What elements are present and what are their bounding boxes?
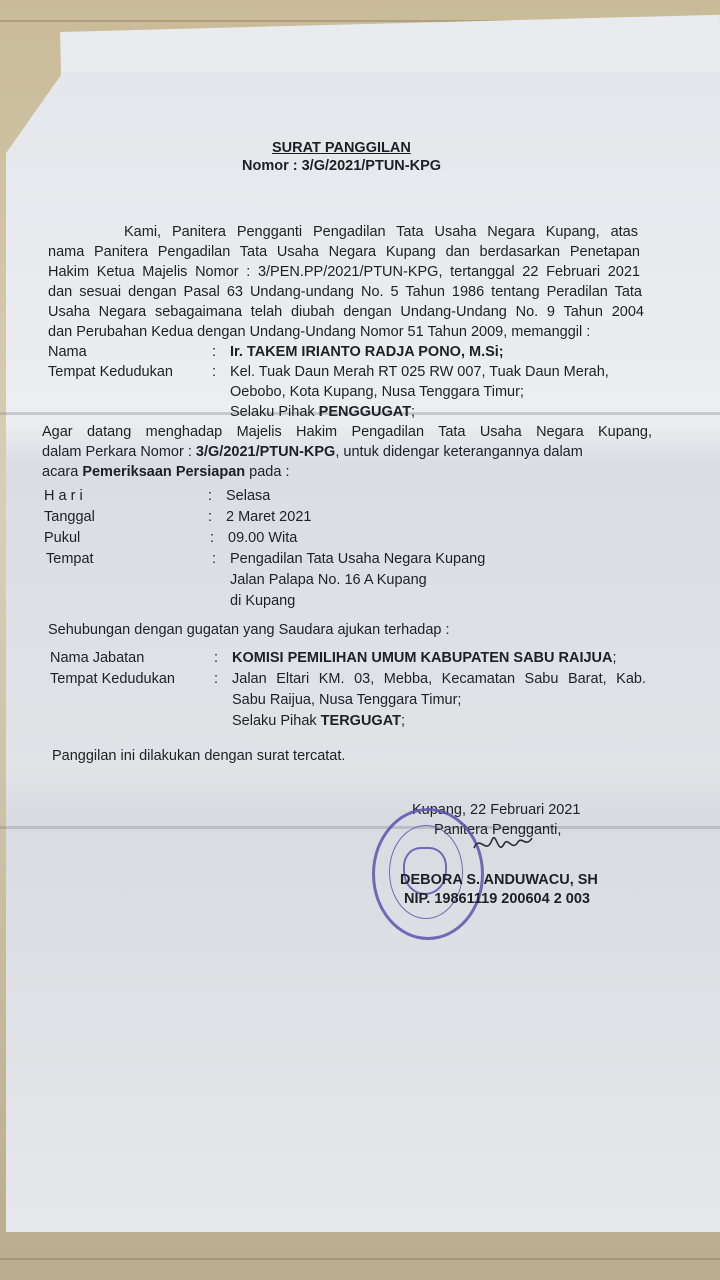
role-prefix: Selaku Pihak xyxy=(230,404,315,420)
hearing-agenda: Pemeriksaan Persiapan xyxy=(82,464,246,480)
role-plaintiff: PENGGUGAT xyxy=(318,404,412,420)
summons-line xyxy=(42,442,583,463)
plaintiff-name: Ir. TAKEM IRIANTO RADJA PONO, M.Si; xyxy=(230,344,504,360)
hearing-time: 09.00 Wita xyxy=(228,530,298,546)
case-number: 3/G/2021/PTUN-KPG xyxy=(195,444,336,460)
defendant-name: KOMISI PEMILIHAN UMUM KABUPATEN SABU RAIJUA xyxy=(232,650,613,666)
letter-number: Nomor : 3/G/2021/PTUN-KPG xyxy=(242,158,442,174)
handwritten-signature xyxy=(470,826,540,866)
colon: : xyxy=(210,530,215,546)
hearing-place-line: Jalan Palapa No. 16 A Kupang xyxy=(230,572,427,588)
intro-line: dan sesuai dengan Pasal 63 Undang-undang No. 5 Tahun 1986 tentang Peradilan Tata xyxy=(48,284,642,300)
defendant-position-label: Nama Jabatan xyxy=(50,650,145,666)
defendant-suffix: ; xyxy=(612,650,617,666)
hearing-place-line: di Kupang xyxy=(230,593,296,609)
place-label: Tempat xyxy=(46,551,94,567)
role-prefix: Selaku Pihak xyxy=(232,713,317,729)
signature-position: Panitera Pengganti, xyxy=(434,822,562,838)
colon: : xyxy=(208,488,213,504)
plaintiff-role xyxy=(230,402,415,423)
plaintiff-seat-label: Tempat Kedudukan xyxy=(48,364,173,380)
intro-line: Usaha Negara sebagaimana telah diubah dengan Undang-Undang No. 9 Tahun 2004 xyxy=(48,304,644,320)
colon: : xyxy=(212,551,217,567)
lawsuit-intro: Sehubungan dengan gugatan yang Saudara ajukan terhadap : xyxy=(48,622,450,638)
intro-line: Kami, Panitera Pengganti Pengadilan Tata Usaha Negara Kupang, atas xyxy=(124,224,638,240)
defendant-seat-label: Tempat Kedudukan xyxy=(50,671,175,687)
role-suffix: ; xyxy=(400,713,405,729)
intro-line: nama Panitera Pengadilan Tata Usaha Negara Kupang dan berdasarkan Penetapan xyxy=(48,244,640,260)
signatory-nip: NIP. 19861119 200604 2 003 xyxy=(404,891,591,907)
plaintiff-name-label: Nama xyxy=(48,344,87,360)
summons-text: acara xyxy=(42,464,79,480)
summons-text: dalam Perkara Nomor : xyxy=(42,444,192,460)
colon: : xyxy=(212,344,217,360)
day-label: H a r i xyxy=(44,488,83,504)
intro-line: dan Perubahan Kedua dengan Undang-Undang Nomor 51 Tahun 2009, memanggil : xyxy=(48,324,591,340)
defendant-role xyxy=(232,711,405,732)
role-defendant: TERGUGAT xyxy=(320,713,401,729)
hearing-place-line: Pengadilan Tata Usaha Negara Kupang xyxy=(230,551,486,567)
defendant-position xyxy=(232,648,617,669)
hearing-date: 2 Maret 2021 xyxy=(226,509,312,525)
defendant-seat-line: Sabu Raijua, Nusa Tenggara Timur; xyxy=(232,692,462,708)
closing-note: Panggilan ini dilakukan dengan surat tercatat. xyxy=(52,748,346,764)
date-label: Tanggal xyxy=(44,509,95,525)
summons-line: Agar datang menghadap Majelis Hakim Pengadilan Tata Usaha Negara Kupang, xyxy=(42,424,652,440)
plaintiff-seat-line: Kel. Tuak Daun Merah RT 025 RW 007, Tuak Daun Merah, xyxy=(230,364,609,380)
letter-title: SURAT PANGGILAN xyxy=(272,140,411,156)
colon: : xyxy=(208,509,213,525)
summons-text: , untuk didengar keterangannya dalam xyxy=(335,444,583,460)
signature-place-date: Kupang, 22 Februari 2021 xyxy=(412,802,581,818)
signatory-name: DEBORA S. ANDUWACU, SH xyxy=(400,872,598,888)
role-suffix: ; xyxy=(411,404,416,420)
time-label: Pukul xyxy=(44,530,81,546)
colon: : xyxy=(214,671,219,687)
plaintiff-seat-line: Oebobo, Kota Kupang, Nusa Tenggara Timur; xyxy=(230,384,524,400)
hearing-day: Selasa xyxy=(226,488,271,504)
defendant-seat-line: Jalan Eltari KM. 03, Mebba, Kecamatan Sabu Barat, Kab. xyxy=(232,671,646,687)
colon: : xyxy=(214,650,219,666)
intro-line: Hakim Ketua Majelis Nomor : 3/PEN.PP/2021/PTUN-KPG, tertanggal 22 Februari 2021 xyxy=(48,264,640,280)
summons-text: pada : xyxy=(249,464,290,480)
colon: : xyxy=(212,364,217,380)
summons-line xyxy=(42,462,290,483)
